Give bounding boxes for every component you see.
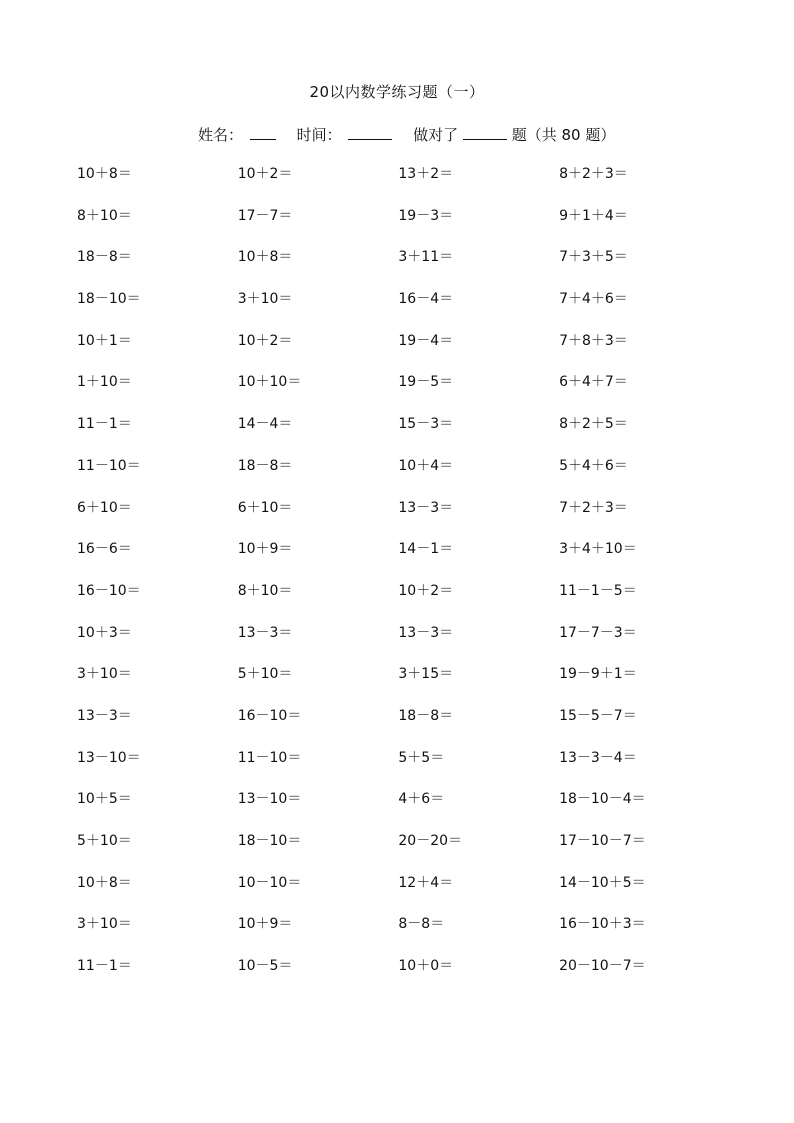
math-problem: 10＋3＝ — [77, 624, 132, 641]
math-problem: 13－3＝ — [77, 707, 132, 724]
problem-row — [77, 330, 720, 372]
problem-row — [77, 538, 720, 580]
math-problem: 5＋10＝ — [77, 833, 132, 849]
problem-row — [77, 955, 720, 997]
math-problem: 7＋2＋3＝ — [559, 499, 628, 516]
problem-row — [77, 663, 720, 705]
problem-row — [77, 788, 720, 830]
math-problem: 7＋8＋3＝ — [559, 332, 628, 349]
math-problem: 16－4＝ — [398, 291, 454, 308]
math-problem: 13－3＝ — [398, 624, 454, 641]
problem-grid — [77, 163, 720, 997]
math-problem: 13－10＝ — [77, 749, 141, 766]
math-problem: 19－3＝ — [398, 207, 454, 224]
math-problem: 6＋10＝ — [77, 499, 132, 516]
problem-row — [77, 622, 720, 664]
problem-row — [77, 747, 720, 789]
math-problem: 4＋6＝ — [398, 791, 445, 808]
math-problem: 17－7－3＝ — [559, 624, 637, 641]
math-problem: 3＋10＝ — [77, 666, 132, 683]
math-problem: 13－3＝ — [398, 499, 454, 516]
time-blank — [348, 125, 392, 140]
math-problem: 3＋10＝ — [237, 291, 293, 308]
math-problem: 18－8＝ — [398, 707, 454, 724]
problem-row — [77, 913, 720, 955]
math-problem: 18－10＝ — [77, 291, 141, 308]
math-problem: 20－20＝ — [398, 833, 463, 849]
problem-row — [77, 288, 720, 330]
math-problem: 12＋4＝ — [398, 874, 454, 891]
problem-row — [77, 580, 720, 622]
math-problem: 10＋8＝ — [77, 874, 132, 891]
problem-row — [77, 455, 720, 497]
math-problem: 7＋4＋6＝ — [559, 291, 628, 308]
math-problem: 11－1－5＝ — [559, 582, 637, 599]
math-problem: 7＋3＋5＝ — [559, 249, 628, 266]
math-problem: 10－5＝ — [237, 958, 293, 975]
problem-row — [77, 497, 720, 539]
math-problem: 15－3＝ — [398, 416, 454, 433]
math-problem: 18－10－4＝ — [559, 791, 646, 808]
math-problem: 18－10＝ — [237, 833, 302, 849]
math-problem: 11－1＝ — [77, 416, 132, 433]
name-label: 姓名： — [198, 126, 244, 144]
math-problem: 3＋10＝ — [77, 916, 132, 933]
math-problem: 10＋10＝ — [237, 374, 302, 391]
math-problem: 11－10＝ — [237, 749, 302, 766]
name-blank — [250, 125, 276, 140]
math-problem: 1＋10＝ — [77, 374, 132, 391]
math-problem: 3＋15＝ — [398, 666, 454, 683]
math-problem: 13－10＝ — [237, 791, 302, 808]
math-problem: 18－8＝ — [237, 457, 293, 474]
problem-row — [77, 705, 720, 747]
student-info-line — [198, 124, 615, 145]
math-problem: 19－9＋1＝ — [559, 666, 637, 683]
math-problem: 19－5＝ — [398, 374, 454, 391]
math-problem: 8＋2＋3＝ — [559, 166, 628, 182]
problem-row — [77, 371, 720, 413]
math-problem: 6＋10＝ — [237, 499, 293, 516]
math-problem: 14－4＝ — [237, 416, 293, 433]
math-problem: 9＋1＋4＝ — [559, 207, 628, 224]
math-problem: 10＋4＝ — [398, 457, 454, 474]
math-problem: 3＋11＝ — [398, 249, 454, 266]
math-problem: 19－4＝ — [398, 332, 454, 349]
math-problem: 10＋1＝ — [77, 332, 132, 349]
math-problem: 16－6＝ — [77, 541, 132, 558]
math-problem: 16－10＝ — [237, 707, 302, 724]
math-problem: 8＋10＝ — [237, 582, 293, 599]
math-problem: 14－10＋5＝ — [559, 874, 646, 891]
math-problem: 10＋9＝ — [237, 916, 293, 933]
math-problem: 8＋10＝ — [77, 207, 132, 224]
page-title: 20以内数学练习题（一） — [309, 83, 485, 101]
math-problem: 13＋2＝ — [398, 166, 454, 182]
math-problem: 10＋0＝ — [398, 958, 454, 975]
math-problem: 10＋9＝ — [237, 541, 293, 558]
time-label: 时间： — [296, 126, 342, 144]
math-problem: 20－10－7＝ — [559, 958, 646, 975]
problem-row — [77, 163, 720, 205]
math-problem: 13－3＝ — [237, 624, 293, 641]
problem-row — [77, 246, 720, 288]
score-blank — [463, 125, 507, 140]
math-problem: 10＋8＝ — [77, 166, 132, 182]
math-problem: 8＋2＋5＝ — [559, 416, 628, 433]
math-problem: 5＋10＝ — [237, 666, 293, 683]
total-label: 题（共 80 题） — [511, 126, 616, 144]
math-problem: 10＋2＝ — [237, 166, 293, 182]
math-problem: 6＋4＋7＝ — [559, 374, 628, 391]
math-problem: 18－8＝ — [77, 249, 132, 266]
math-problem: 5＋4＋6＝ — [559, 457, 628, 474]
problem-row — [77, 413, 720, 455]
math-problem: 10＋2＝ — [237, 332, 293, 349]
math-problem: 14－1＝ — [398, 541, 454, 558]
score-label: 做对了 — [413, 126, 459, 144]
math-problem: 8－8＝ — [398, 916, 445, 933]
math-problem: 10＋5＝ — [77, 791, 132, 808]
problem-row — [77, 830, 720, 872]
math-problem: 11－10＝ — [77, 457, 141, 474]
math-problem: 16－10＝ — [77, 582, 141, 599]
problem-row — [77, 872, 720, 914]
math-problem: 16－10＋3＝ — [559, 916, 646, 933]
math-problem: 10＋8＝ — [237, 249, 293, 266]
problem-row — [77, 205, 720, 247]
math-problem: 5＋5＝ — [398, 749, 445, 766]
math-problem: 17－10－7＝ — [559, 833, 646, 849]
math-problem: 11－1＝ — [77, 958, 132, 975]
math-problem: 10＋2＝ — [398, 582, 454, 599]
math-problem: 15－5－7＝ — [559, 707, 637, 724]
math-problem: 17－7＝ — [237, 207, 293, 224]
math-problem: 13－3－4＝ — [559, 749, 637, 766]
math-problem: 3＋4＋10＝ — [559, 541, 637, 558]
math-problem: 10－10＝ — [237, 874, 302, 891]
